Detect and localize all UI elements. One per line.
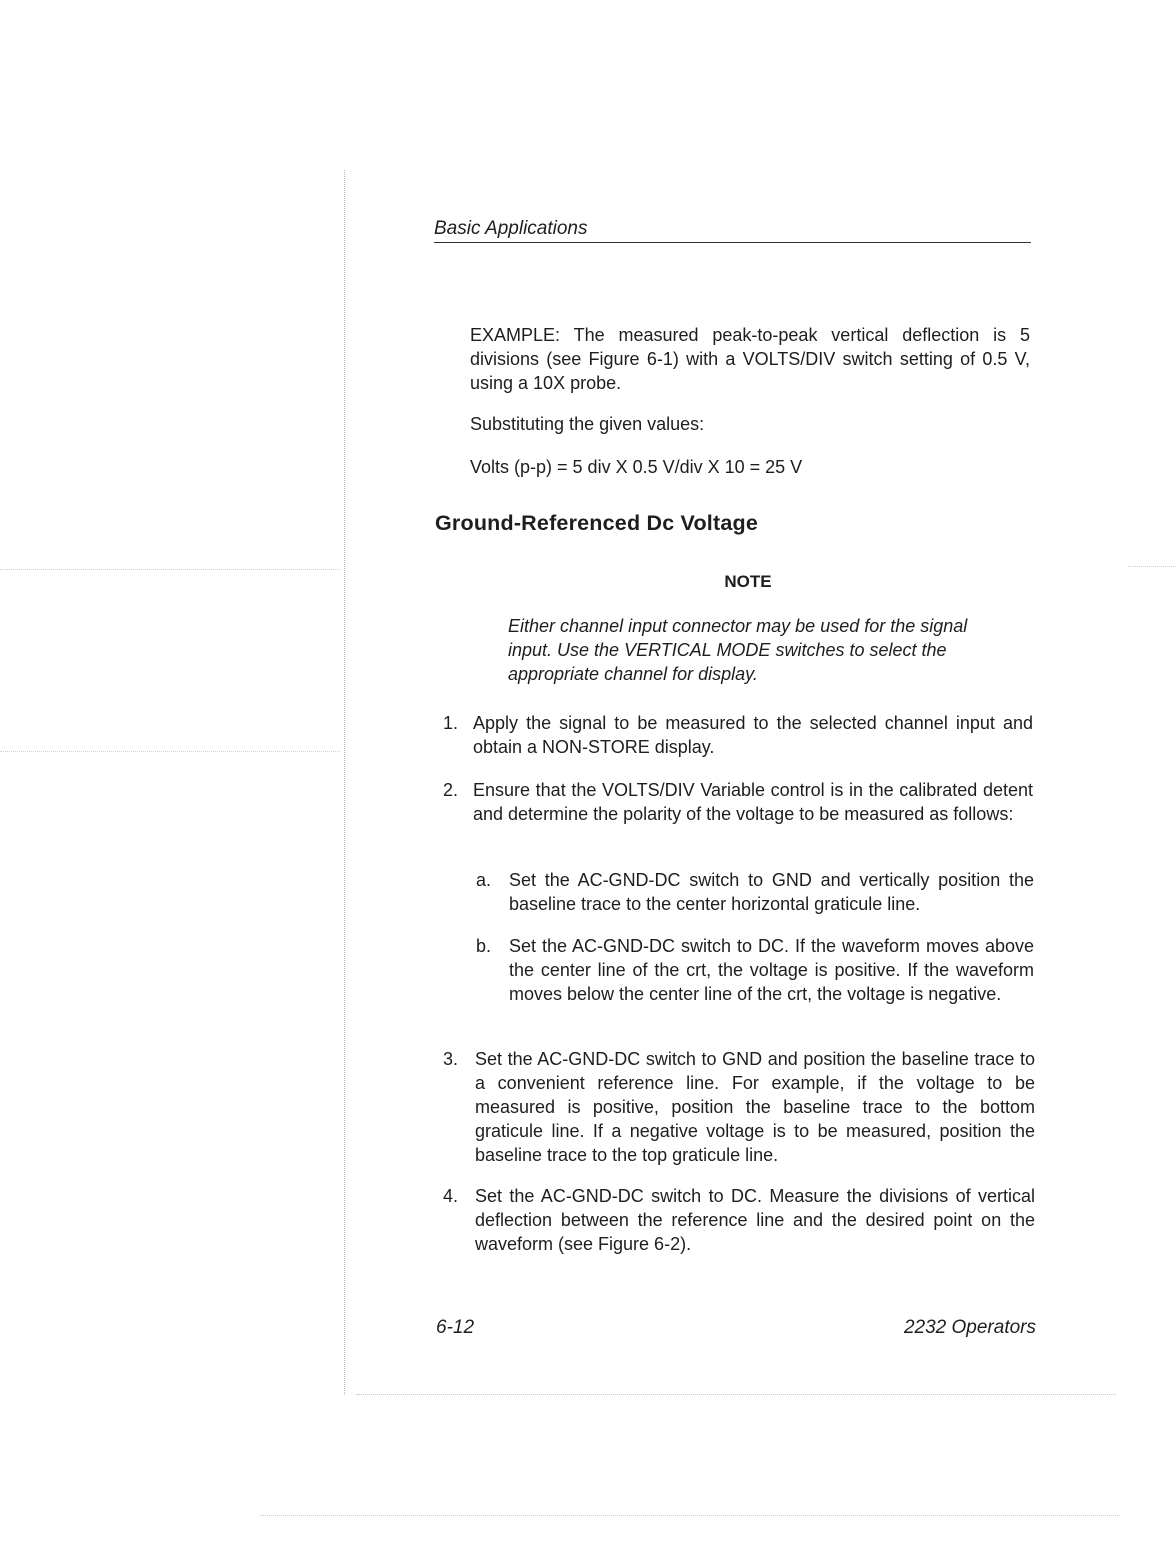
scan-artifact-left [0,569,340,570]
note-title: NOTE [724,572,772,591]
footer-manual-title: 2232 Operators [903,1317,1036,1338]
step-number-2: 2. [443,780,459,800]
step-text-3: Set the AC-GND-DC switch to GND and position the baseline trace to a convenient reference line. For example, if the voltage to be measured is positive, position the baseline trace to the bottom graticule line. If a negative voltage is to be measured, position the baseline trace to the top graticule line. [475,1049,1035,1165]
step-number-3: 3. [443,1049,459,1069]
scan-artifact-left-lower [0,751,340,752]
step-number-4: 4. [443,1186,459,1206]
example-paragraph: EXAMPLE: The measured peak-to-peak vertical deflection is 5 divisions (see Figure 6-1) with a VOLTS/DIV switch setting of 0.5 V, using a 10X probe. [470,325,1030,393]
substep-text-b: Set the AC-GND-DC switch to DC. If the waveform moves above the center line of the crt, the voltage is positive. If the waveform moves below the center line of the crt, the voltage is negative. [509,936,1034,1004]
step-text-4: Set the AC-GND-DC switch to DC. Measure the divisions of vertical deflection between the reference line and the desired point on the waveform (see Figure 6-2). [475,1186,1035,1254]
section-heading: Ground-Referenced Dc Voltage [435,511,758,535]
step-number-1: 1. [443,713,459,733]
scan-artifact-right [1128,566,1176,567]
substep-letter-a: a. [476,870,492,890]
scan-artifact-bottom [260,1515,1120,1516]
page-edge-bottom [356,1394,1116,1395]
running-header: Basic Applications [434,218,1031,243]
step-text-1: Apply the signal to be measured to the selected channel input and obtain a NON-STORE display. [473,713,1033,757]
note-body: Either channel input connector may be used for the signal input. Use the VERTICAL MODE switches to select the appropriate channel for display. [508,616,968,684]
step-text-2: Ensure that the VOLTS/DIV Variable control is in the calibrated detent and determine the polarity of the voltage to be measured as follows: [473,780,1033,824]
substituting-line: Substituting the given values: [470,414,705,434]
substep-letter-b: b. [476,936,492,956]
substep-text-a: Set the AC-GND-DC switch to GND and vertically position the baseline trace to the center horizontal graticule line. [509,870,1034,914]
footer-page-number: 6-12 [436,1317,475,1338]
formula-line: Volts (p-p) = 5 div X 0.5 V/div X 10 = 25 V [470,457,803,477]
page-edge-left [344,170,345,1395]
